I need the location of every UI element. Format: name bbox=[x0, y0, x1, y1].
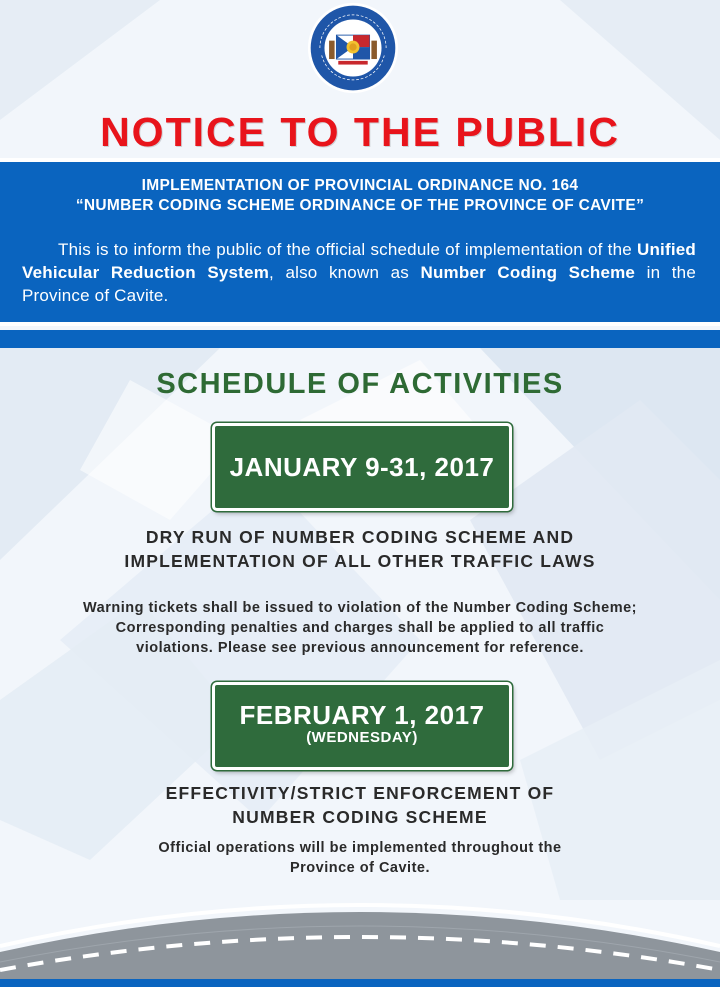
activity-desc-line: Corresponding penalties and charges shall be applied to all traffic bbox=[115, 620, 605, 636]
date-sign-january bbox=[212, 423, 512, 511]
band-top-stripe bbox=[0, 158, 720, 162]
activity-description-enforcement bbox=[0, 838, 720, 878]
intro-bold-1: Unified Vehicular Reduction System bbox=[22, 240, 696, 282]
provincial-seal-logo bbox=[307, 2, 399, 94]
intro-text-3: in the Province of Cavite. bbox=[22, 263, 696, 305]
intro-text-1: This is to inform the public of the official schedule of implementation of the bbox=[58, 240, 637, 259]
ordinance-line-2: “NUMBER CODING SCHEME ORDINANCE OF THE PROVINCE OF CAVITE” bbox=[75, 197, 645, 214]
activity-title-line: IMPLEMENTATION OF ALL OTHER TRAFFIC LAWS bbox=[124, 551, 596, 571]
intro-paragraph bbox=[22, 238, 696, 307]
activity-desc-line: Official operations will be implemented throughout the bbox=[158, 840, 562, 856]
day-label: (WEDNESDAY) bbox=[306, 729, 418, 746]
ordinance-title bbox=[0, 176, 720, 216]
activity-title-enforcement bbox=[0, 781, 720, 829]
schedule-heading: SCHEDULE OF ACTIVITIES bbox=[156, 368, 564, 400]
activity-desc-line: Province of Cavite. bbox=[289, 860, 431, 876]
band-bottom-strip bbox=[0, 330, 720, 348]
activity-title-line: EFFECTIVITY/STRICT ENFORCEMENT OF bbox=[165, 783, 555, 803]
activity-desc-line: Warning tickets shall be issued to violation of the Number Coding Scheme; bbox=[82, 600, 637, 616]
activity-title-line: NUMBER CODING SCHEME bbox=[232, 807, 488, 827]
band-bottom-stripe bbox=[0, 322, 720, 326]
intro-text-2: , also known as bbox=[269, 263, 421, 282]
activity-title-dry-run bbox=[0, 525, 720, 573]
date-label: JANUARY 9-31, 2017 bbox=[229, 452, 495, 482]
activity-description-dry-run bbox=[0, 598, 720, 658]
intro-bold-2: Number Coding Scheme bbox=[420, 263, 636, 282]
date-label: FEBRUARY 1, 2017 bbox=[239, 700, 485, 730]
date-sign-february bbox=[212, 682, 512, 770]
notice-title: NOTICE TO THE PUBLIC bbox=[100, 109, 620, 155]
activity-desc-line: violations. Please see previous announcement for reference. bbox=[136, 640, 584, 656]
ordinance-line-1: IMPLEMENTATION OF PROVINCIAL ORDINANCE NO. 164 bbox=[141, 177, 579, 194]
activity-title-line: DRY RUN OF NUMBER CODING SCHEME AND bbox=[145, 527, 575, 547]
road-graphic bbox=[0, 880, 720, 987]
